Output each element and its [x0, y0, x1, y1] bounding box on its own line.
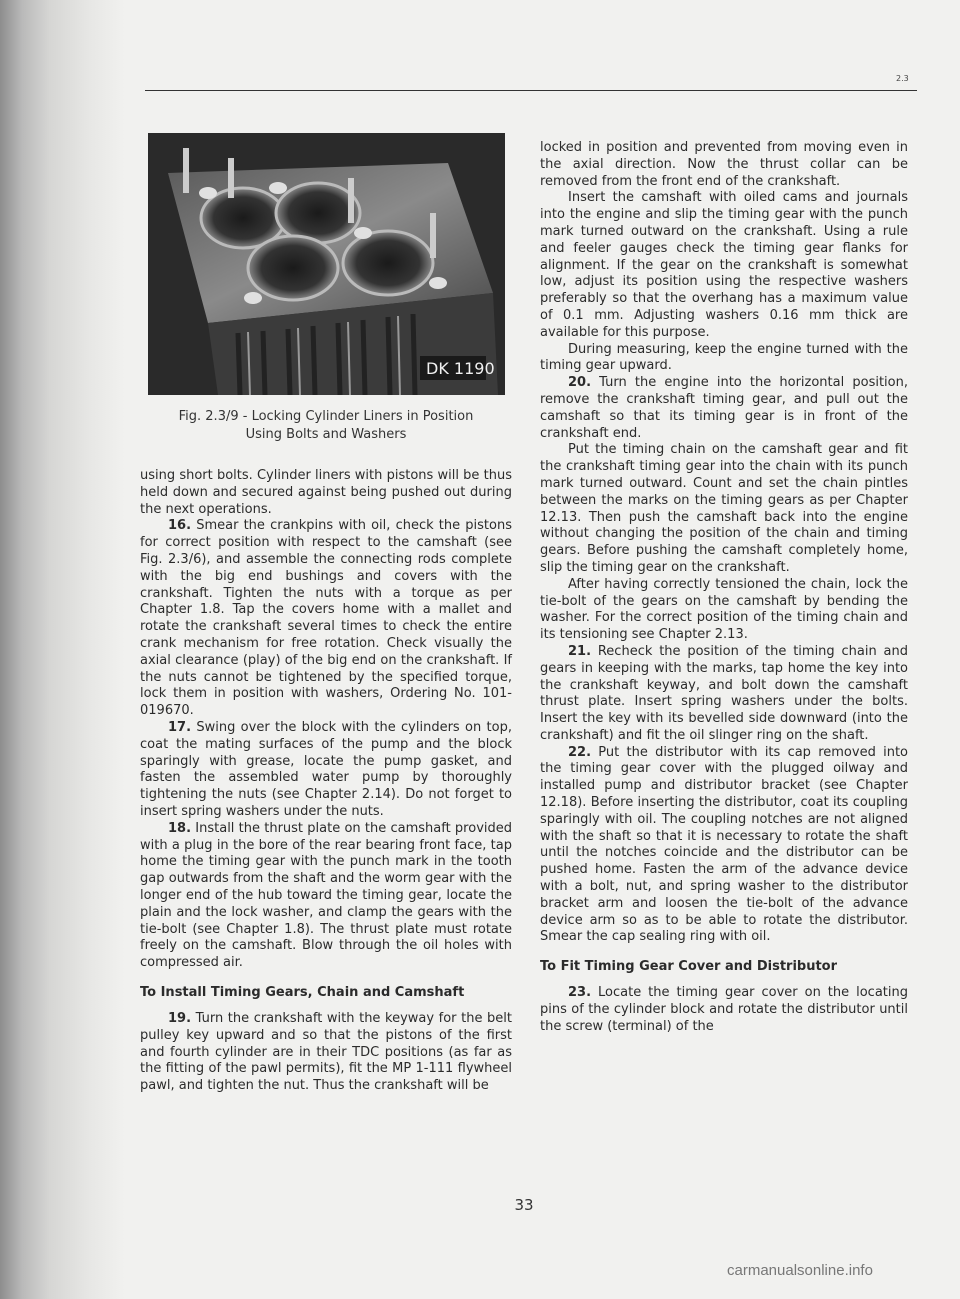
- paragraph: [540, 745, 908, 947]
- caption-line-2: Using Bolts and Washers: [245, 427, 407, 442]
- binding-shadow: [0, 0, 125, 1299]
- step-text: Put the distributor with its cap removed into the timing gear cover with the plugged oilway and installed pump and distributor bracket (see Chapter 12.18). Before inserting the distributor, coat its coupling sparingly with oil. The coupling notches are not aligned with the shaft so that it is necessary to rotate the shaft until the notches coincide and the distributor can be pushed home. Fasten the arm of the advance device with a bolt, nut, and spring washer to the distributor bracket arm and loosen the tie-bolt of the advance device arm so as to be able to rotate the distributor. Smear the cap sealing ring with oil.: [540, 744, 908, 945]
- step-number: 20.: [568, 375, 592, 391]
- step-number: 17.: [168, 719, 192, 735]
- right-column: [540, 140, 908, 1036]
- step-number: 22.: [568, 744, 592, 760]
- step-text: Smear the crankpins with oil, check the pistons for correct position with respect to the camshaft (see Fig. 2.3/6), and assemble the connecting rods complete with the big end bushings and covers with the crankshaft. Tighten the nuts with a torque as per Chapter 1.8. Tap the covers home with a mallet and rotate the crankshaft several times to check the entire crank mechanism for free rotation. Check visually the axial clearance (play) of the big end on the crankshaft. If the nuts cannot be tightened by the specified torque, lock them in position with washers, Ordering No. 101-019670.: [140, 518, 512, 719]
- step-number: 23.: [568, 985, 592, 1001]
- step-text: Turn the crankshaft with the keyway for the belt pulley key upward and so that the pistons of the first and fourth cylinder are in their TDC positions (as far as the fitting of the pawl permits), fit the MP 1-111 flywheel pawl, and tighten the nut. Thus the crankshaft will be: [140, 1010, 512, 1094]
- paragraph: [140, 720, 512, 821]
- step-text: Turn the engine into the horizontal position, remove the crankshaft timing gear, and pull out the camshaft so that its timing gear is in front of the crankshaft end.: [540, 375, 908, 441]
- paragraph: locked in position and prevented from moving even in the axial direction. Now the thrust collar can be removed from the front end of the crankshaft.: [540, 140, 908, 189]
- left-column: [140, 468, 512, 1095]
- paragraph: [540, 375, 908, 442]
- paragraph: After having correctly tensioned the chain, lock the tie-bolt of the gears on the camshaft by bending the washer. For the correct position of the timing chain and its tensioning see Chapter 2.13.: [540, 576, 908, 643]
- engine-block-photo: [148, 133, 505, 395]
- section-number: 2.3: [896, 74, 909, 83]
- watermark: carmanualsonline.info: [727, 1262, 873, 1279]
- header-rule: [145, 90, 917, 91]
- step-number: 21.: [568, 643, 592, 659]
- paragraph: using short bolts. Cylinder liners with pistons will be thus held down and secured against being pushed out during the next operations.: [140, 468, 512, 517]
- step-text: Install the thrust plate on the camshaft provided with a plug in the bore of the rear bearing front face, tap home the timing gear with the punch mark in the tooth gap outwards from the shaft and the worm gear with the longer end of the hub toward the timing gear, locate the plain and the lock washer, and clamp the gears with the tie-bolt (see Chapter 1.8). The thrust plate must rotate freely on the camshaft. Blow through the oil holes with compressed air.: [140, 820, 512, 971]
- figure-label: DK 1190: [426, 359, 495, 378]
- paragraph: [540, 644, 908, 745]
- paragraph: [140, 1011, 512, 1095]
- step-text: Recheck the position of the timing chain and gears in keeping with the marks, tap home the key into the crankshaft keyway, and bolt down the camshaft thrust plate. Insert spring washers under the bolts. Insert the key with its bevelled side downward (into the crankshaft) and fit the oil slinger ring on the shaft.: [540, 643, 908, 743]
- caption-line-1: Fig. 2.3/9 - Locking Cylinder Liners in Position: [178, 409, 474, 424]
- page-number: 33: [514, 1196, 534, 1214]
- paragraph: Insert the camshaft with oiled cams and journals into the engine and slip the timing gear with the punch mark turned outward on the crankshaft. Using a rule and feeler gauges check the timing gear flanks for alignment. If the gear on the crankshaft is somewhat low, adjust its position using the respective washers preferably so that the overhang has a maximum value of 0.1 mm. Adjusting washers 0.16 mm thick are available for this purpose.: [540, 190, 908, 340]
- paragraph: [140, 821, 512, 972]
- paragraph: [540, 985, 908, 1035]
- step-number: 16.: [168, 518, 192, 534]
- section-heading: To Install Timing Gears, Chain and Camshaft: [140, 984, 465, 1000]
- paragraph: Put the timing chain on the camshaft gear and fit the crankshaft timing gear into the chain with its punch mark turned outward. Count and set the chain pintles between the marks on the timing gears as per Chapter 12.13. Then push the camshaft back into the engine without changing the position of the chain and timing gears. Before pushing the camshaft completely home, slip the timing gear on the crankshaft.: [540, 442, 908, 575]
- figure-caption: [140, 408, 512, 444]
- step-number: 19.: [168, 1010, 192, 1026]
- paragraph: [140, 518, 512, 720]
- step-text: Swing over the block with the cylinders on top, coat the mating surfaces of the pump and the block sparingly with grease, locate the pump gasket, and fasten the assembled water pump by thoroughly tightening the nuts (see Chapter 2.14). Do not forget to insert spring washers under the nuts.: [140, 719, 512, 819]
- step-number: 18.: [168, 820, 192, 836]
- step-text: Locate the timing gear cover on the locating pins of the cylinder block and rotate the distributor until the screw (terminal) of the: [540, 985, 908, 1034]
- paragraph: During measuring, keep the engine turned with the timing gear upward.: [540, 341, 908, 374]
- section-heading: To Fit Timing Gear Cover and Distributor: [540, 959, 838, 975]
